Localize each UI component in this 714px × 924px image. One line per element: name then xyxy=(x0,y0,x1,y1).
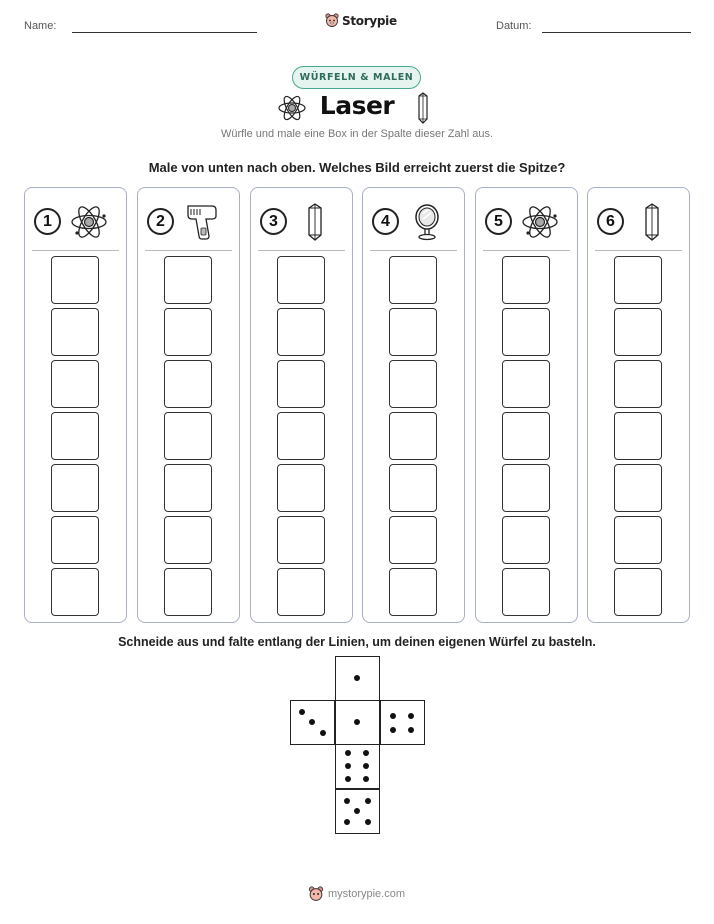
color-box[interactable] xyxy=(502,360,550,408)
column-5 xyxy=(475,187,578,623)
column-number: 1 xyxy=(34,208,61,235)
column-divider xyxy=(370,250,457,251)
die-pip xyxy=(344,798,350,804)
barcode-scanner-icon xyxy=(182,202,222,242)
die-face-4 xyxy=(380,700,425,745)
date-line[interactable] xyxy=(542,32,691,33)
color-box[interactable] xyxy=(614,256,662,304)
die-pip xyxy=(299,709,305,715)
column-header xyxy=(25,202,126,242)
column-4 xyxy=(362,187,465,623)
die-pip xyxy=(345,763,351,769)
crystal-icon xyxy=(632,202,672,242)
die-face-5 xyxy=(335,789,380,834)
color-box[interactable] xyxy=(389,568,437,616)
color-box[interactable] xyxy=(164,308,212,356)
die-pip xyxy=(363,750,369,756)
color-box[interactable] xyxy=(277,256,325,304)
cut-instruction: Schneide aus und falte entlang der Linien, um deinen eigenen Würfel zu basteln. xyxy=(118,635,596,649)
color-box[interactable] xyxy=(164,256,212,304)
color-box[interactable] xyxy=(389,360,437,408)
atom-icon xyxy=(520,202,560,242)
column-divider xyxy=(483,250,570,251)
color-box[interactable] xyxy=(614,360,662,408)
column-header xyxy=(251,202,352,242)
color-box[interactable] xyxy=(277,516,325,564)
mascot-icon xyxy=(308,886,324,902)
die-pip xyxy=(354,675,360,681)
atom-icon xyxy=(69,202,109,242)
column-header xyxy=(138,202,239,242)
die-pip xyxy=(320,730,326,736)
color-box[interactable] xyxy=(277,308,325,356)
die-face-1 xyxy=(335,700,380,745)
column-divider xyxy=(32,250,119,251)
die-face-6 xyxy=(335,744,380,789)
footer-url[interactable]: mystorypie.com xyxy=(328,888,406,900)
die-pip xyxy=(345,776,351,782)
column-number: 2 xyxy=(147,208,174,235)
column-header xyxy=(476,202,577,242)
die-pip xyxy=(345,750,351,756)
color-box[interactable] xyxy=(502,256,550,304)
activity-badge: WÜRFELN & MALEN xyxy=(292,66,421,89)
die-pip xyxy=(363,763,369,769)
color-box[interactable] xyxy=(277,360,325,408)
date-label: Datum: xyxy=(496,20,532,32)
die-pip xyxy=(309,719,315,725)
column-number: 3 xyxy=(260,208,287,235)
color-box[interactable] xyxy=(51,464,99,512)
color-box[interactable] xyxy=(389,464,437,512)
brand-name: Storypie xyxy=(342,13,397,28)
instruction-text: Male von unten nach oben. Welches Bild erreicht zuerst die Spitze? xyxy=(148,160,566,175)
color-box[interactable] xyxy=(164,412,212,460)
die-pip xyxy=(365,819,371,825)
mascot-icon xyxy=(325,13,339,28)
column-header xyxy=(588,202,689,242)
color-box[interactable] xyxy=(277,412,325,460)
column-number: 4 xyxy=(372,208,399,235)
color-box[interactable] xyxy=(502,412,550,460)
die-pip xyxy=(354,808,360,814)
column-number: 5 xyxy=(485,208,512,235)
color-box[interactable] xyxy=(389,412,437,460)
die-pip xyxy=(354,719,360,725)
brand-logo xyxy=(325,13,397,28)
name-line[interactable] xyxy=(72,32,257,33)
die-pip xyxy=(408,727,414,733)
color-box[interactable] xyxy=(164,360,212,408)
column-3 xyxy=(250,187,353,623)
color-box[interactable] xyxy=(51,360,99,408)
color-box[interactable] xyxy=(502,308,550,356)
color-box[interactable] xyxy=(614,568,662,616)
color-box[interactable] xyxy=(51,308,99,356)
die-pip xyxy=(344,819,350,825)
footer xyxy=(308,886,405,902)
color-box[interactable] xyxy=(614,412,662,460)
die-pip xyxy=(365,798,371,804)
color-box[interactable] xyxy=(277,464,325,512)
column-divider xyxy=(595,250,682,251)
column-2 xyxy=(137,187,240,623)
die-pip xyxy=(363,776,369,782)
color-box[interactable] xyxy=(502,464,550,512)
color-box[interactable] xyxy=(389,308,437,356)
color-box[interactable] xyxy=(277,568,325,616)
color-box[interactable] xyxy=(389,256,437,304)
crystal-icon xyxy=(295,202,335,242)
column-number: 6 xyxy=(597,208,624,235)
die-pip xyxy=(408,713,414,719)
color-box[interactable] xyxy=(614,464,662,512)
die-face-1 xyxy=(335,656,380,701)
color-box[interactable] xyxy=(502,568,550,616)
color-box[interactable] xyxy=(614,516,662,564)
subtitle: Würfle und male eine Box in der Spalte dieser Zahl aus. xyxy=(220,128,494,140)
color-box[interactable] xyxy=(51,256,99,304)
color-box[interactable] xyxy=(51,568,99,616)
die-face-3 xyxy=(290,700,335,745)
column-6 xyxy=(587,187,690,623)
color-box[interactable] xyxy=(164,568,212,616)
column-divider xyxy=(145,250,232,251)
column-header xyxy=(363,202,464,242)
color-box[interactable] xyxy=(164,516,212,564)
color-box[interactable] xyxy=(51,412,99,460)
page-title: Laser xyxy=(319,91,395,120)
color-box[interactable] xyxy=(51,516,99,564)
name-label: Name: xyxy=(24,20,57,32)
color-box[interactable] xyxy=(614,308,662,356)
column-1 xyxy=(24,187,127,623)
die-pip xyxy=(390,727,396,733)
color-box[interactable] xyxy=(389,516,437,564)
column-divider xyxy=(258,250,345,251)
color-box[interactable] xyxy=(164,464,212,512)
crystal-icon xyxy=(412,92,434,124)
die-pip xyxy=(390,713,396,719)
color-box[interactable] xyxy=(502,516,550,564)
mirror-icon xyxy=(407,202,447,242)
